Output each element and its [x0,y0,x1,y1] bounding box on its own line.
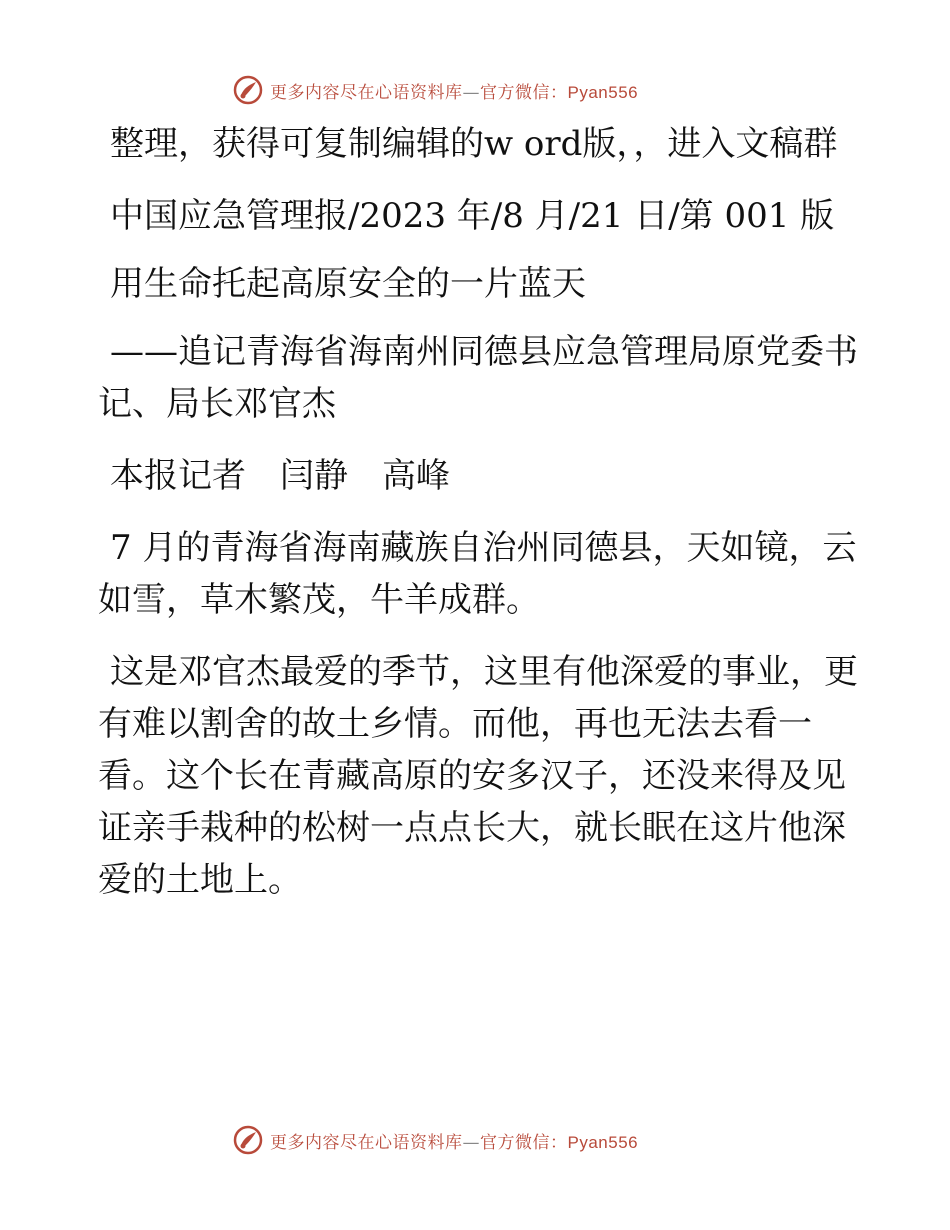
watermark-wechat-label: 官方微信： [480,1132,568,1153]
paragraph-intro: 整理，获得可复制编辑的w ord版，，进入文稿群 [110,124,838,164]
paragraph-body-1: 7 月的青海省海南藏族自治州同德县，天如镜，云如雪，草木繁茂，牛羊成群。 [98,528,857,620]
watermark-separator: — [462,82,480,103]
article-subtitle: ——追记青海省海南州同德县应急管理局原党委书记、局长邓官杰 [98,332,858,424]
footer-watermark [232,1122,732,1158]
article-title: 用生命托起高原安全的一片蓝天 [110,264,586,304]
watermark-wechat-id: Pyan556 [567,1132,639,1152]
watermark-separator: — [462,1132,480,1153]
document-body [98,118,858,926]
paragraph-body-2: 这是邓官杰最爱的季节，这里有他深爱的事业，更有难以割舍的故土乡情。而他，再也无法去看一看。这个长在青藏高原的安多汉子，还没来得及见证亲手栽种的松树一点点长大，就长眠在这片他深爱的土地上。 [98,652,858,900]
watermark-text [270,1128,638,1153]
watermark-wechat-id: Pyan556 [567,82,639,102]
flame-seal-logo-icon [232,1124,264,1156]
watermark-text [270,78,638,103]
flame-seal-logo-icon [232,74,264,106]
header-watermark [232,72,732,108]
watermark-main: 更多内容尽在心语资料库 [270,82,463,103]
paragraph-source: 中国应急管理报/2023 年/8 月/21 日/第 001 版 [110,196,835,236]
article-byline: 本报记者 闫静 高峰 [110,456,450,496]
watermark-wechat-label: 官方微信： [480,82,568,103]
watermark-main: 更多内容尽在心语资料库 [270,1132,463,1153]
